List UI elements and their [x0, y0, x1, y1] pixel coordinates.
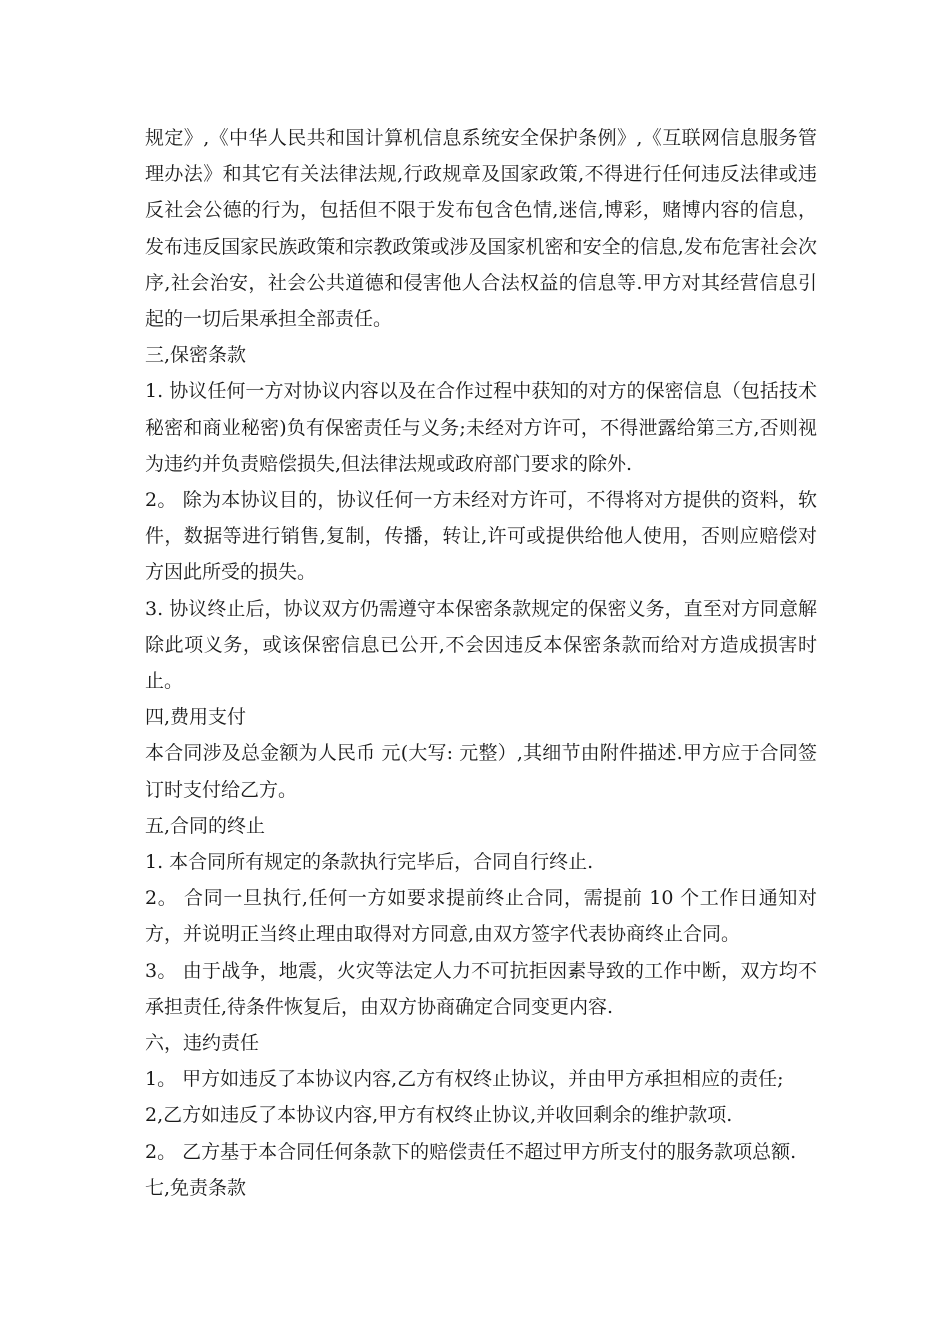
section-heading-exemption: 七,免责条款	[145, 1176, 247, 1199]
clause-paragraph: 规定》,《中华人民共和国计算机信息系统安全保护条例》,《互联网信息服务管理办法》和其它有关法律法规,行政规章及国家政策,不得进行任何违反法律或违反社会公德的行为，包括但不限于发布包含色情,迷信,博彩，赌博内容的信息，发布违反国家民族政策和宗教政策或涉及国家机密和安全的信息,发布危害社会次序,社会治安，社会公共道德和侵害他人合法权益的信息等.甲方对其经营信息引起的一切后果承担全部责任。	[145, 127, 817, 331]
clause-paragraph: 2。 合同一旦执行,任何一方如要求提前终止合同，需提前 10 个工作日通知对方，并说明正当终止理由取得对方同意,由双方签字代表协商终止合同。	[145, 887, 817, 946]
clause-paragraph: 2,乙方如违反了本协议内容,甲方有权终止协议,并收回剩余的维护款项.	[145, 1104, 733, 1127]
section-heading-payment: 四,费用支付	[145, 706, 247, 729]
document-body	[145, 120, 817, 1206]
clause-paragraph: 本合同涉及总金额为人民币 元(大写: 元整）,其细节由附件描述.甲方应于合同签订时支付给乙方。	[145, 742, 817, 801]
section-heading-termination: 五,合同的终止	[145, 814, 266, 837]
section-heading-liability: 六，违约责任	[145, 1032, 260, 1055]
clause-paragraph: 2。 乙方基于本合同任何条款下的赔偿责任不超过甲方所支付的服务款项总额.	[145, 1140, 797, 1163]
clause-paragraph: 1. 协议任何一方对协议内容以及在合作过程中获知的对方的保密信息（包括技术秘密和商业秘密)负有保密责任与义务;未经对方许可，不得泄露给第三方,否则视为违约并负责赔偿损失,但法律法规或政府部门要求的除外.	[145, 380, 817, 475]
clause-paragraph: 3。 由于战争，地震，火灾等法定人力不可抗拒因素导致的工作中断，双方均不承担责任,待条件恢复后，由双方协商确定合同变更内容.	[145, 959, 817, 1018]
section-heading-confidentiality: 三,保密条款	[145, 344, 247, 367]
clause-paragraph: 1. 本合同所有规定的条款执行完毕后，合同自行终止.	[145, 851, 594, 874]
clause-paragraph: 1。 甲方如违反了本协议内容,乙方有权终止协议，并由甲方承担相应的责任;	[145, 1068, 784, 1091]
clause-paragraph: 2。 除为本协议目的，协议任何一方未经对方许可，不得将对方提供的资料，软件，数据等进行销售,复制，传播，转让,许可或提供给他人使用，否则应赔偿对方因此所受的损失。	[145, 489, 817, 584]
clause-paragraph: 3. 协议终止后，协议双方仍需遵守本保密条款规定的保密义务，直至对方同意解除此项义务，或该保密信息已公开,不会因违反本保密条款而给对方造成损害时止。	[145, 597, 817, 693]
